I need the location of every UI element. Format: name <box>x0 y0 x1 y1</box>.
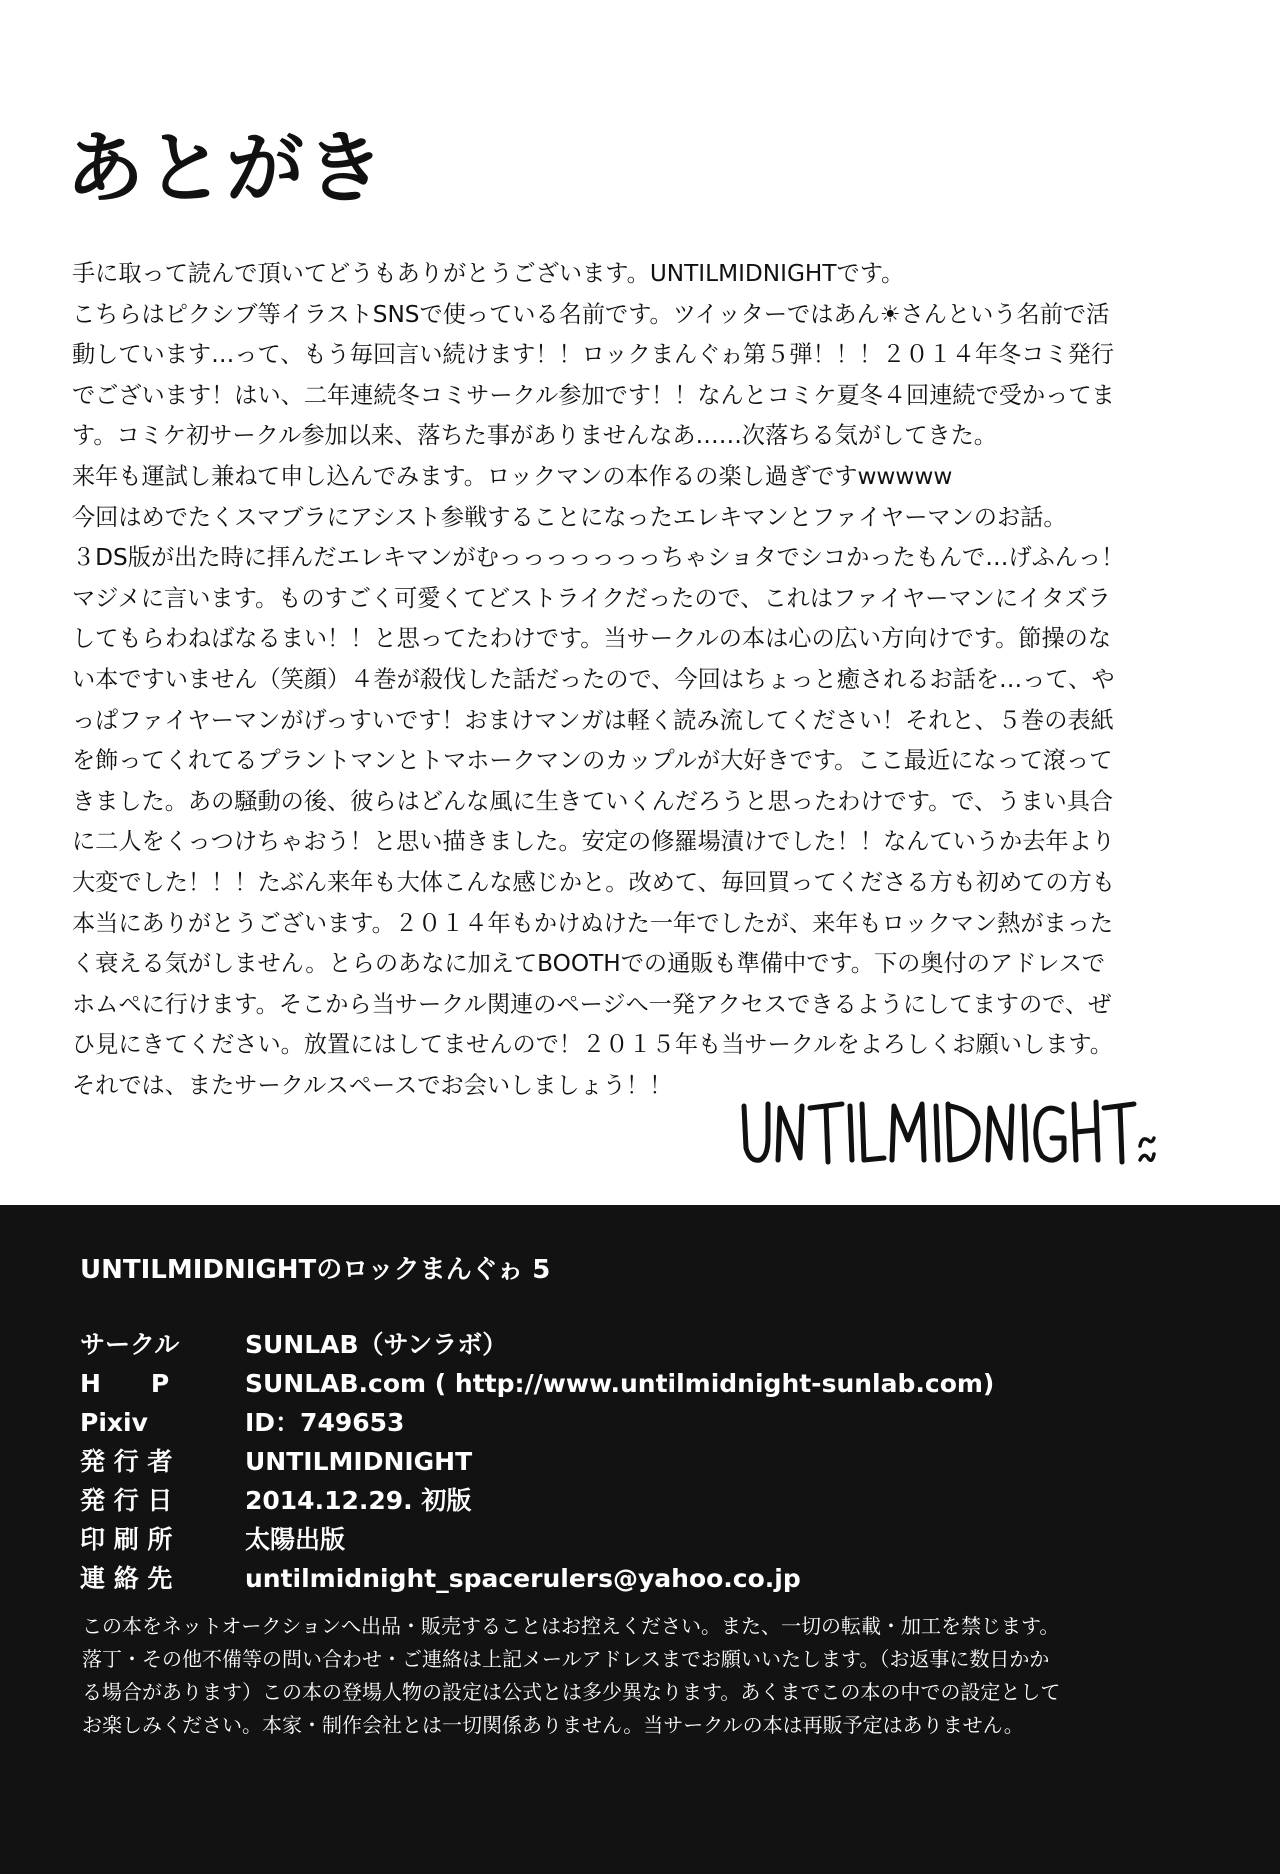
colophon-row-printer <box>80 1520 994 1559</box>
legal-notice <box>82 1610 1192 1742</box>
colophon-row-contact <box>80 1559 994 1598</box>
afterword-line: マジメに言います。ものすごく可愛くてどストライクだったので、これはファイヤーマンにイタズラ <box>72 584 1111 612</box>
afterword-line: ホムペに行けます。そこから当サークル関連のページへ一発アクセスできるようにしてますので、ぜ <box>72 990 1112 1018</box>
afterword-line: 大変でした！！！たぶん来年も大体こんな感じかと。改めて、毎回買ってくださる方も初めての方も <box>72 868 1115 896</box>
colophon-value: UNTILMIDNIGHT <box>245 1447 473 1476</box>
colophon-row-homepage <box>80 1364 994 1403</box>
colophon-label: サークル <box>80 1330 180 1359</box>
afterword-line: 今回はめでたくスマブラにアシスト参戦することになったエレキマンとファイヤーマンのお話。 <box>72 503 1067 531</box>
colophon-list <box>80 1325 994 1598</box>
afterword-line: でございます！はい、二年連続冬コミサークル参加です！！なんとコミケ夏冬４回連続で受かってま <box>72 381 1115 409</box>
colophon-row-publisher <box>80 1442 994 1481</box>
afterword-line: く衰える気がしません。とらのあなに加えてBOOTHでの通販も準備中です。下の奥付のアドレスで <box>72 950 1106 978</box>
colophon-row-publish-date <box>80 1481 994 1520</box>
colophon-value: SUNLAB.com ( http://www.untilmidnight-sunlab.com) <box>245 1369 995 1398</box>
afterword-line: 動しています…って、もう毎回言い続けます！！ロックまんぐゎ第５弾！！！２０１４年冬コミ発行 <box>72 341 1115 369</box>
colophon-value: 太陽出版 <box>245 1525 346 1554</box>
afterword-line: に二人をくっつけちゃおう！と思い描きました。安定の修羅場漬けでした！！なんていうか去年より <box>72 828 1115 856</box>
colophon-value: untilmidnight_spacerulers@yahoo.co.jp <box>245 1564 801 1593</box>
colophon-value: 2014.12.29. 初版 <box>245 1486 472 1515</box>
afterword-line: 手に取って読んで頂いてどうもありがとうございます。UNTILMIDNIGHTです。 <box>72 260 905 287</box>
handwritten-signature <box>738 1088 1158 1176</box>
colophon-row-circle <box>80 1325 994 1364</box>
colophon-label: H P <box>80 1369 170 1398</box>
colophon-label: Pixiv <box>80 1408 148 1437</box>
colophon-label: 発 行 日 <box>80 1486 173 1515</box>
afterword-line: っぱファイヤーマンがげっすいです！おまけマンガは軽く読み流してください！それと、５巻の表紙 <box>72 706 1114 734</box>
notice-line: この本をネットオークションへ出品・販売することはお控えください。また、一切の転載・加工を禁じます。 <box>82 1614 1060 1638</box>
notice-line: 落丁・その他不備等の問い合わせ・ご連絡は上記メールアドレスまでお願いいたします。（お返事に数日かか <box>82 1647 1050 1671</box>
afterword-line: してもらわねばなるまい！！と思ってたわけです。当サークルの本は心の広い方向けです。節操のな <box>72 625 1112 653</box>
afterword-line: それでは、またサークルスペースでお会いしましょう！！ <box>72 1071 673 1099</box>
notice-line: お楽しみください。本家・制作会社とは一切関係ありません。当サークルの本は再販予定はありません。 <box>82 1713 1024 1737</box>
colophon-value: SUNLAB（サンラボ） <box>245 1330 508 1359</box>
afterword-line: い本ですいません（笑顔）４巻が殺伐した話だったので、今回はちょっと癒されるお話を…って、や <box>72 665 1115 693</box>
afterword-line: す。コミケ初サークル参加以来、落ちた事がありませんなあ……次落ちる気がしてきた。 <box>72 422 997 450</box>
colophon-section <box>0 1205 1280 1874</box>
afterword-body <box>72 254 1172 1106</box>
colophon-row-pixiv <box>80 1403 994 1442</box>
afterword-line: ３DS版が出た時に拝んだエレキマンがむっっっっっっっちゃショタでシコかったもんで…げふんっ！ <box>72 544 1125 572</box>
afterword-line: 来年も運試し兼ねて申し込んでみます。ロックマンの本作るの楽し過ぎですwwwww <box>72 462 953 490</box>
afterword-line: 本当にありがとうございます。２０１４年もかけぬけた一年でしたが、来年もロックマン熱がまった <box>72 909 1114 937</box>
afterword-line: ひ見にきてください。放置にはしてませんので！２０１５年も当サークルをよろしくお願いします。 <box>72 1031 1113 1059</box>
colophon-label: 連 絡 先 <box>80 1564 173 1593</box>
colophon-label: 発 行 者 <box>80 1447 173 1476</box>
notice-line: る場合があります）この本の登場人物の設定は公式とは多少異なります。あくまでこの本の中での設定として <box>82 1680 1061 1704</box>
colophon-value: ID：749653 <box>245 1408 405 1437</box>
afterword-title: あとがき <box>66 124 387 214</box>
book-title: UNTILMIDNIGHTのロックまんぐゎ 5 <box>80 1255 551 1285</box>
afterword-line: を飾ってくれてるプラントマンとトマホークマンのカップルが大好きです。ここ最近になって滾って <box>72 747 1113 775</box>
colophon-label: 印 刷 所 <box>80 1525 173 1554</box>
afterword-line: こちらはピクシブ等イラストSNSで使っている名前です。ツイッターではあん☀さんという名前で活 <box>72 300 1110 328</box>
afterword-line: きました。あの騒動の後、彼らはどんな風に生きていくんだろうと思ったわけです。で、うまい具合 <box>72 787 1114 815</box>
